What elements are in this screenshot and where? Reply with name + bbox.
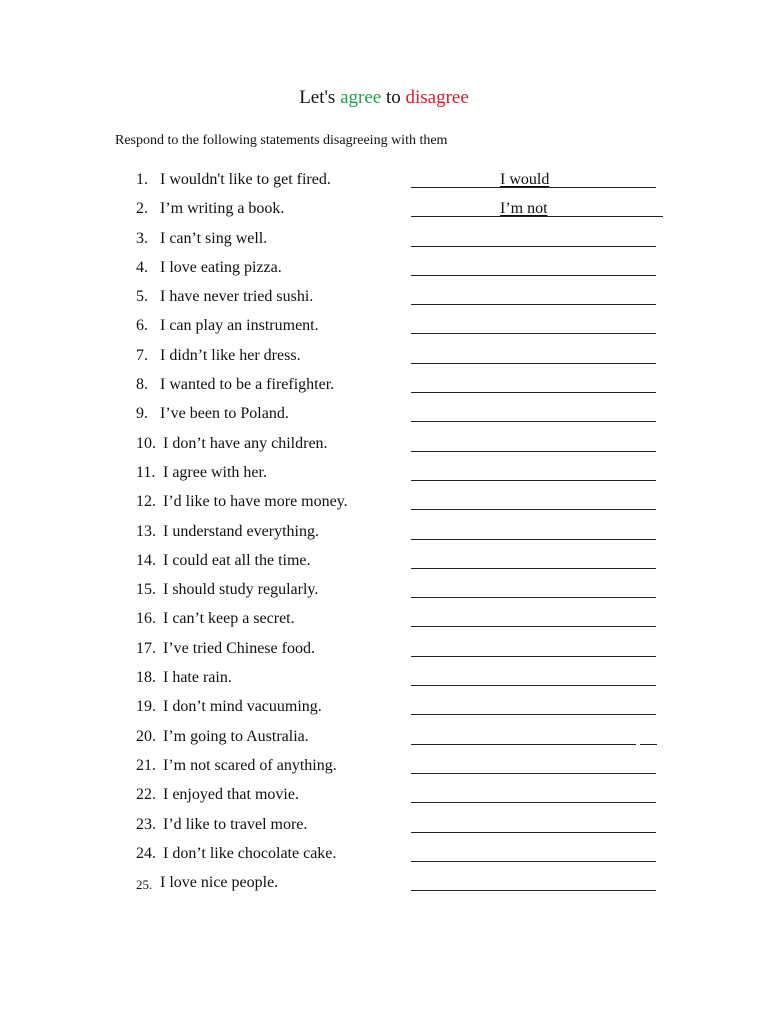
answer-blank[interactable] bbox=[411, 421, 656, 422]
item-statement: I agree with her. bbox=[163, 463, 267, 481]
item-number: 14. bbox=[136, 551, 156, 569]
item-statement: I’m not scared of anything. bbox=[163, 756, 337, 774]
item-number: 24. bbox=[136, 844, 156, 862]
title-part-1: Let's bbox=[299, 87, 341, 108]
list-item bbox=[0, 492, 768, 521]
instructions-text: Respond to the following statements disagreeing with them bbox=[115, 133, 448, 148]
list-item bbox=[0, 639, 768, 668]
item-statement: I don’t have any children. bbox=[163, 434, 328, 452]
item-number: 17. bbox=[136, 639, 156, 657]
item-number: 4. bbox=[136, 258, 148, 276]
item-statement: I can’t sing well. bbox=[160, 229, 268, 247]
list-item bbox=[0, 756, 768, 785]
list-item bbox=[0, 463, 768, 492]
answer-blank-tail bbox=[640, 744, 657, 745]
item-number: 5. bbox=[136, 288, 148, 306]
answer-blank[interactable] bbox=[411, 597, 656, 598]
item-number: 11. bbox=[136, 463, 156, 481]
list-item bbox=[0, 316, 768, 345]
item-number: 19. bbox=[136, 698, 156, 716]
answer-blank[interactable] bbox=[411, 744, 636, 745]
list-item bbox=[0, 170, 768, 199]
item-statement: I enjoyed that movie. bbox=[163, 786, 299, 804]
item-statement: I hate rain. bbox=[163, 669, 232, 687]
item-statement: I didn’t like her dress. bbox=[160, 346, 301, 364]
title-agree-word: agree bbox=[340, 87, 382, 108]
answer-blank[interactable] bbox=[411, 480, 656, 481]
item-statement: I’m writing a book. bbox=[160, 200, 285, 218]
item-statement: I’ve tried Chinese food. bbox=[163, 639, 315, 657]
answer-blank[interactable] bbox=[411, 451, 656, 452]
list-item bbox=[0, 580, 768, 609]
list-item bbox=[0, 785, 768, 814]
item-statement: I have never tried sushi. bbox=[160, 288, 314, 306]
item-statement: I wouldn't like to get fired. bbox=[160, 171, 331, 188]
answer-blank[interactable] bbox=[411, 714, 656, 715]
answer-text: I would bbox=[500, 171, 550, 188]
item-statement: I’m going to Australia. bbox=[163, 727, 309, 745]
list-item bbox=[0, 668, 768, 697]
item-number: 2. bbox=[136, 200, 148, 218]
item-statement: I should study regularly. bbox=[163, 581, 319, 599]
title-part-2: to bbox=[381, 87, 406, 108]
answer-blank[interactable] bbox=[411, 626, 656, 627]
item-statement: I wanted to be a firefighter. bbox=[160, 376, 335, 394]
list-item bbox=[0, 551, 768, 580]
item-statement: I love nice people. bbox=[160, 874, 279, 892]
title-disagree-word: disagree bbox=[405, 87, 469, 108]
item-statement: I’ve been to Poland. bbox=[160, 405, 289, 423]
item-number: 13. bbox=[136, 522, 156, 540]
item-number: 20. bbox=[136, 727, 156, 745]
answer-blank[interactable] bbox=[411, 333, 656, 334]
answer-blank[interactable] bbox=[411, 656, 656, 657]
item-statement: I can’t keep a secret. bbox=[163, 610, 295, 628]
item-statement: I understand everything. bbox=[163, 522, 319, 540]
item-number: 9. bbox=[136, 405, 148, 423]
item-number: 16. bbox=[136, 610, 156, 628]
list-item bbox=[0, 609, 768, 638]
list-item bbox=[0, 199, 768, 228]
list-item bbox=[0, 258, 768, 287]
answer-blank[interactable] bbox=[411, 802, 656, 803]
statement-list bbox=[0, 170, 768, 902]
list-item bbox=[0, 522, 768, 551]
item-number: 22. bbox=[136, 786, 156, 804]
answer-blank[interactable] bbox=[411, 568, 656, 569]
item-number: 23. bbox=[136, 815, 156, 833]
list-item bbox=[0, 287, 768, 316]
item-number: 12. bbox=[136, 493, 156, 511]
item-number: 25. bbox=[136, 877, 153, 893]
answer-text: I’m not bbox=[500, 200, 548, 218]
answer-blank[interactable] bbox=[411, 363, 656, 364]
item-statement: I’d like to have more money. bbox=[163, 493, 348, 511]
item-number: 3. bbox=[136, 229, 148, 247]
answer-blank[interactable] bbox=[411, 832, 656, 833]
answer-blank[interactable] bbox=[411, 246, 656, 247]
list-item bbox=[0, 844, 768, 873]
page-title bbox=[0, 86, 768, 110]
answer-blank[interactable] bbox=[411, 861, 656, 862]
answer-blank[interactable] bbox=[411, 304, 656, 305]
item-statement: I don’t mind vacuuming. bbox=[163, 698, 322, 716]
item-number: 18. bbox=[136, 669, 156, 687]
answer-blank[interactable] bbox=[411, 890, 656, 891]
answer-blank[interactable] bbox=[411, 275, 656, 276]
answer-blank[interactable] bbox=[411, 773, 656, 774]
item-number: 1. bbox=[136, 171, 148, 188]
list-item bbox=[0, 697, 768, 726]
item-statement: I love eating pizza. bbox=[160, 258, 282, 276]
item-statement: I can play an instrument. bbox=[160, 317, 319, 335]
item-number: 10. bbox=[136, 434, 156, 452]
answer-blank[interactable] bbox=[411, 392, 656, 393]
item-number: 21. bbox=[136, 756, 156, 774]
item-number: 15. bbox=[136, 581, 156, 599]
answer-blank[interactable] bbox=[411, 685, 656, 686]
list-item bbox=[0, 229, 768, 258]
list-item bbox=[0, 815, 768, 844]
item-statement: I’d like to travel more. bbox=[163, 815, 308, 833]
item-number: 8. bbox=[136, 376, 148, 394]
list-item bbox=[0, 873, 768, 902]
answer-blank[interactable] bbox=[411, 539, 656, 540]
item-statement: I could eat all the time. bbox=[163, 551, 311, 569]
list-item bbox=[0, 375, 768, 404]
item-statement: I don’t like chocolate cake. bbox=[163, 844, 337, 862]
list-item bbox=[0, 727, 768, 756]
answer-blank[interactable] bbox=[411, 509, 656, 510]
item-number: 6. bbox=[136, 317, 148, 335]
list-item bbox=[0, 346, 768, 375]
list-item bbox=[0, 404, 768, 433]
list-item bbox=[0, 434, 768, 463]
item-number: 7. bbox=[136, 346, 148, 364]
